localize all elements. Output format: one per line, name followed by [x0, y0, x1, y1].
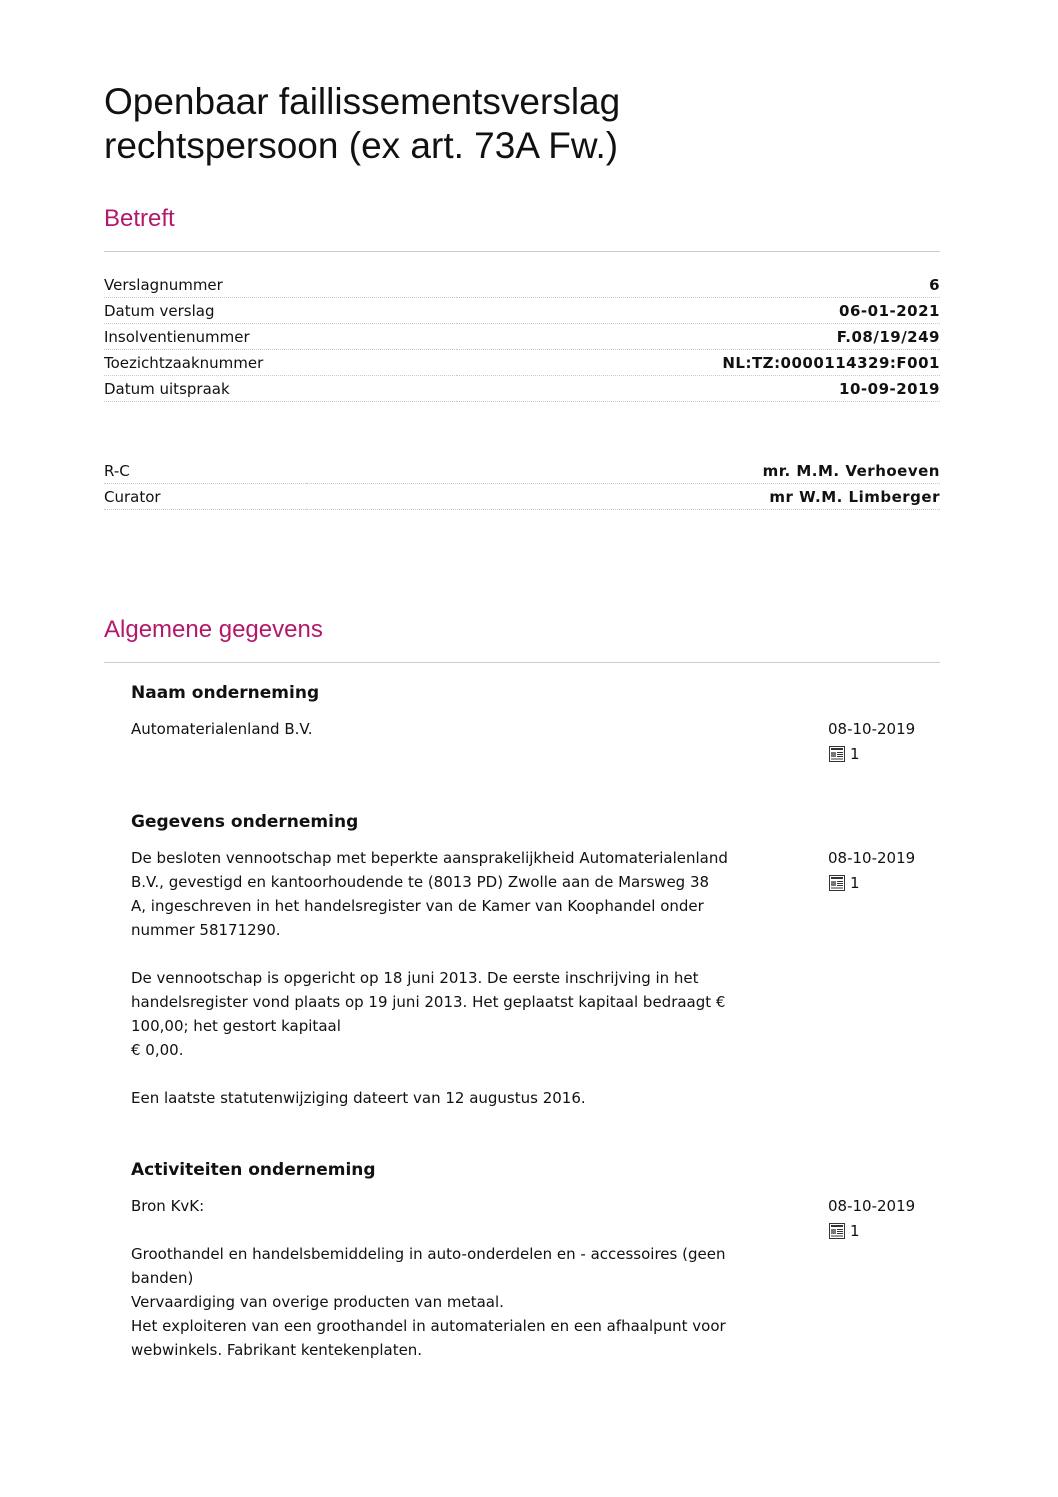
text-line: € 0,00.: [131, 1041, 184, 1059]
text-line: A, ingeschreven in het handelsregister van de Kamer van Koophandel onder: [131, 897, 704, 915]
row-value: F.08/19/249: [836, 328, 940, 346]
entry-date: 08-10-2019: [828, 849, 916, 867]
algemene-gegevens-heading: Algemene gegevens: [104, 616, 940, 663]
text-line: nummer 58171290.: [131, 921, 281, 939]
row-label: R-C: [104, 462, 130, 480]
source-label: Bron KvK:: [131, 1197, 205, 1215]
table-row: [104, 376, 940, 402]
document-icon: [829, 1223, 845, 1239]
text-line: Het exploiteren van een groothandel in automaterialen en een afhaalpunt voor: [131, 1317, 726, 1335]
document-reference-number: 1: [850, 745, 860, 763]
table-row: [104, 324, 940, 350]
text-line: 100,00; het gestort kapitaal: [131, 1017, 341, 1035]
row-value: 06-01-2021: [839, 302, 940, 320]
text-line: webwinkels. Fabrikant kentekenplaten.: [131, 1341, 423, 1359]
naam-onderneming-heading: Naam onderneming: [131, 683, 320, 703]
report-page: [104, 80, 940, 1362]
persons-table: [104, 458, 940, 510]
gegevens-onderneming-block: [131, 812, 940, 1110]
table-row: [104, 298, 940, 324]
company-name: Automaterialenland B.V.: [131, 720, 313, 738]
row-label: Toezichtzaaknummer: [104, 354, 264, 372]
entry-date: 08-10-2019: [828, 720, 916, 738]
activities-paragraph: [131, 1242, 803, 1362]
row-value: NL:TZ:0000114329:F001: [722, 354, 940, 372]
case-details-table: [104, 272, 940, 402]
table-row: [104, 458, 940, 484]
row-label: Verslagnummer: [104, 276, 223, 294]
row-label: Curator: [104, 488, 161, 506]
row-label: Insolventienummer: [104, 328, 250, 346]
row-value: 6: [929, 276, 940, 294]
document-title: [104, 80, 940, 168]
table-row: [104, 484, 940, 510]
betreft-heading: Betreft: [104, 205, 940, 252]
naam-onderneming-block: [131, 683, 940, 766]
activiteiten-onderneming-heading: Activiteiten onderneming: [131, 1160, 376, 1180]
statute-amendment-paragraph: Een laatste statutenwijziging dateert van 12 augustus 2016.: [131, 1089, 586, 1107]
document-reference-number: 1: [850, 874, 860, 892]
algemene-gegevens-section: [104, 616, 940, 1362]
company-details-paragraph: [131, 846, 803, 942]
document-icon: [829, 746, 845, 762]
document-icon: [829, 875, 845, 891]
text-line: De vennootschap is opgericht op 18 juni 2013. De eerste inschrijving in het: [131, 969, 699, 987]
incorporation-paragraph: [131, 966, 803, 1062]
text-line: Groothandel en handelsbemiddeling in auto-onderdelen en - accessoires (geen: [131, 1245, 726, 1263]
gegevens-onderneming-heading: Gegevens onderneming: [131, 812, 359, 832]
text-line: De besloten vennootschap met beperkte aansprakelijkheid Automaterialenland: [131, 849, 728, 867]
text-line: Vervaardiging van overige producten van metaal.: [131, 1293, 504, 1311]
betreft-section: [104, 205, 940, 510]
entry-date: 08-10-2019: [828, 1197, 916, 1215]
row-label: Datum uitspraak: [104, 380, 230, 398]
table-row: [104, 350, 940, 376]
text-line: handelsregister vond plaats op 19 juni 2013. Het geplaatst kapitaal bedraagt €: [131, 993, 726, 1011]
text-line: B.V., gevestigd en kantoorhoudende te (8013 PD) Zwolle aan de Marsweg 38: [131, 873, 710, 891]
row-label: Datum verslag: [104, 302, 215, 320]
document-title-line-2: rechtspersoon (ex art. 73A Fw.): [104, 125, 619, 166]
document-reference-number: 1: [850, 1222, 860, 1240]
document-reference[interactable]: [828, 871, 940, 895]
document-reference[interactable]: [828, 742, 940, 766]
table-row: [104, 272, 940, 298]
row-value: mr W.M. Limberger: [769, 488, 940, 506]
document-title-line-1: Openbaar faillissementsverslag: [104, 81, 621, 122]
row-value: mr. M.M. Verhoeven: [762, 462, 940, 480]
document-reference[interactable]: [828, 1219, 940, 1243]
text-line: banden): [131, 1269, 194, 1287]
row-value: 10-09-2019: [839, 380, 940, 398]
activiteiten-onderneming-block: [131, 1160, 940, 1362]
